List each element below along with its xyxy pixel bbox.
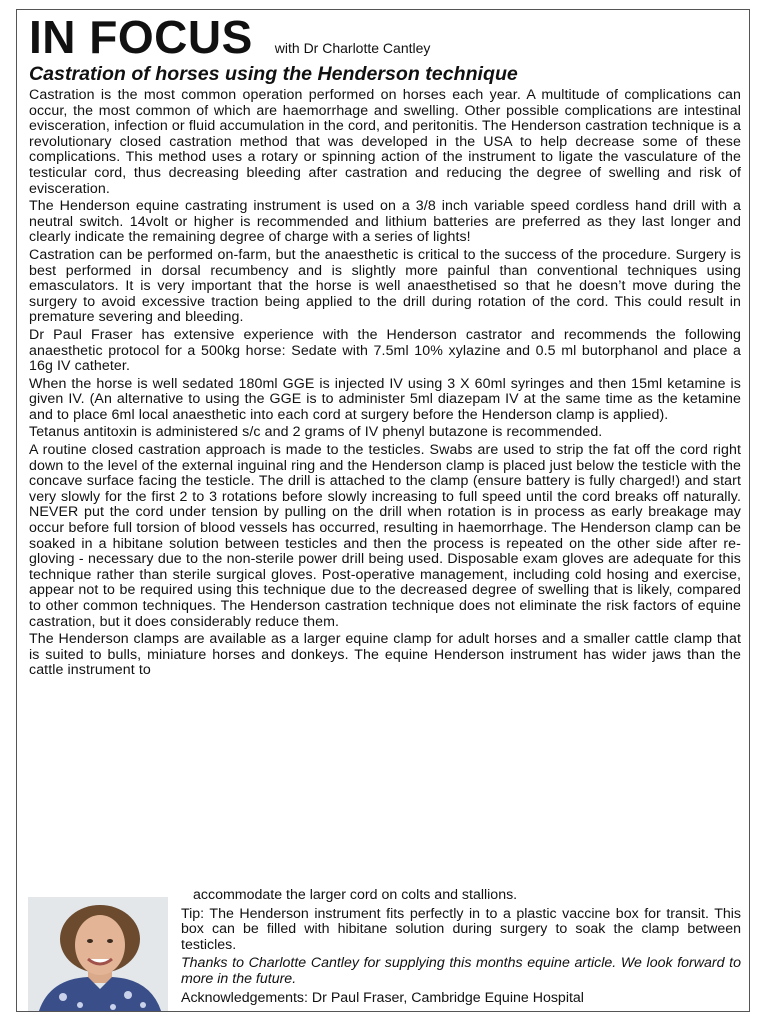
article-body <box>29 88 741 681</box>
paragraph-instrument: The Henderson equine castrating instrument is used on a 3/8 inch variable speed cordless hand drill with a neutral switch. 14volt or higher is recommended and lithium batteries are preferred as they last longer and clearly indicate the remaining degree of charge with a series of lights! <box>29 198 741 246</box>
acknowledgements-text: Acknowledgements: Dr Paul Fraser, Cambridge Equine Hospital <box>181 989 584 1006</box>
tip-text: Tip: The Henderson instrument fits perfectly in to a plastic vaccine box for transit. This box can be filled with hibitane solution during surgery to soak the clamp between testicles. <box>181 905 741 953</box>
thanks-text: Thanks to Charlotte Cantley for supplying this months equine article. We look forward to more in the future. <box>181 955 741 987</box>
paragraph-continuation: accommodate the larger cord on colts and stallions. <box>193 887 518 903</box>
paragraph-procedure: A routine closed castration approach is made to the testicles. Swabs are used to strip the fat off the cord right down to the level of the external inguinal ring and the Henderson clamp is placed just below the testicle with the concave surface facing the testicle. The drill is attached to the clamp (ensure battery is fully charged!) and start very slowly for the first 2 to 3 rotations before slowly increasing to full speed until the cord breaks off naturally. NEVER put the cord under tension by pulling on the drill when rotation is in process as early breakage may occur before full torsion of blood vessels has occurred, resulting in haemorrhage. The Henderson clamp can be soaked in a hibitane solution between testicles and then the process is repeated on the other side after re-gloving - necessary due to the non-sterile power drill being used. Disposable exam gloves are adequate for this technique rather than sterile surgical gloves. Post-operative management, including cold hosing and exercise, appear not to be required using this technique due to the decreased degree of swelling that is likely, compared to other common techniques. The Henderson castration technique does not eliminate the risk factors of equine castration, but it does considerably reduce them. <box>29 442 741 630</box>
masthead-title: IN FOCUS <box>29 11 253 63</box>
paragraph-anaesthetic: Castration can be performed on-farm, but the anaesthetic is critical to the success of the procedure. Surgery is best performed in dorsal recumbency and is slightly more painful than conventional techniques using emasculators. It is very important that the horse is well anaesthetised so that he doesn’t move during the surgery to avoid excessive traction being applied to the drill during rotation of the cord. This could result in premature severing and bleeding. <box>29 246 741 326</box>
article-headline: Castration of horses using the Henderson technique <box>29 63 518 85</box>
paragraph-clamps: The Henderson clamps are available as a larger equine clamp for adult horses and a smaller cattle clamp that is suited to bulls, miniature horses and donkeys. The equine Henderson instrument has wider jaws than the cattle instrument to <box>29 631 741 679</box>
page-frame <box>16 9 750 1012</box>
paragraph-tetanus: Tetanus antitoxin is administered s/c and 2 grams of IV phenyl butazone is recommended. <box>29 424 603 441</box>
paragraph-sedation: When the horse is well sedated 180ml GGE is injected IV using 3 X 60ml syringes and then 15ml ketamine is given IV. (An alternative to using the GGE is to administer 5ml diazepam IV at the same time as the ketamine and to place 6ml local anaesthetic into each cord at surgery before the Henderson clamp is applied). <box>29 375 741 423</box>
masthead <box>29 11 430 63</box>
author-portrait-image <box>28 897 168 1012</box>
paragraph-intro: Castration is the most common operation performed on horses each year. A multitude of complications can occur, the most common of which are haemorrhage and swelling. Other possible complications are intestinal evisceration, infection or fluid accumulation in the cord, and peritonitis. The Henderson castration technique is a revolutionary closed castration method that was developed in the USA to help decrease some of these complications. This method uses a rotary or spinning action of the instrument to ligate the vasculature of the testicular cord, thus decreasing bleeding after castration and reducing the degree of swelling and risk of evisceration. <box>29 87 741 197</box>
author-portrait <box>28 897 168 1012</box>
masthead-byline: with Dr Charlotte Cantley <box>274 40 431 56</box>
sidebar-text <box>181 888 741 1009</box>
paragraph-protocol: Dr Paul Fraser has extensive experience with the Henderson castrator and recommends the following anaesthetic protocol for a 500kg horse: Sedate with 7.5ml 10% xylazine and 0.5 ml butorphanol and place a 16g IV catheter. <box>29 326 741 375</box>
